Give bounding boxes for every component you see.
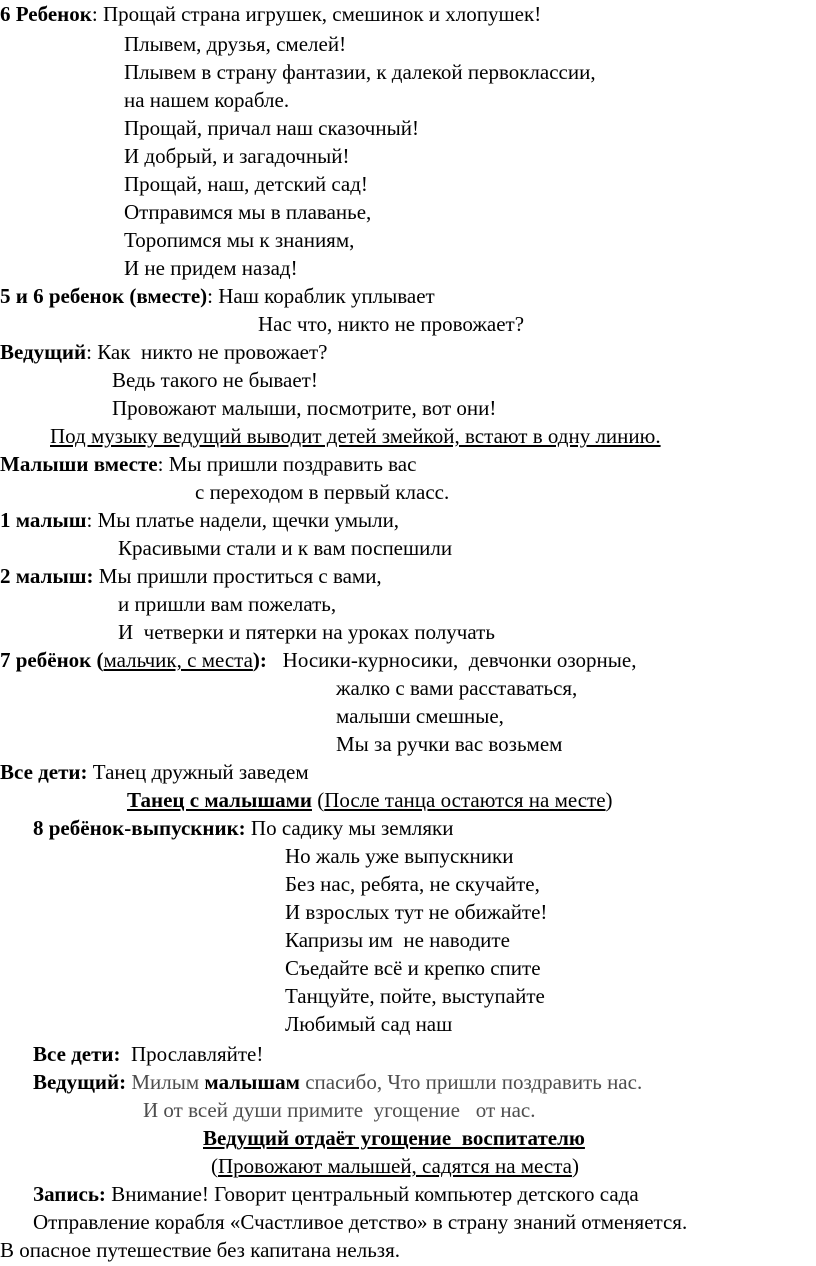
speaker-s7: 7 ребёнок ( bbox=[0, 648, 104, 672]
line-host1-1: Ведущий: Как никто не провожает? bbox=[0, 340, 328, 364]
line-all1-1: Все дети: Танец дружный заведем bbox=[0, 760, 309, 784]
line-record-1: Запись: Внимание! Говорит центральный компьютер детского сада bbox=[33, 1182, 639, 1206]
dance-heading: Танец с малышами (После танца остаются на месте) bbox=[127, 788, 613, 812]
speaker-all1: Все дети: bbox=[0, 760, 88, 784]
line-s6-7: Прощай, наш, детский сад! bbox=[124, 172, 368, 196]
line-s8-8: Любимый сад наш bbox=[285, 1012, 453, 1036]
line-s7-2: жалко с вами расставаться, bbox=[336, 676, 578, 700]
line-s6-6: И добрый, и загадочный! bbox=[124, 144, 350, 168]
line-record-2: Отправление корабля «Счастливое детство» в страну знаний отменяется. bbox=[33, 1210, 688, 1234]
line-s7-3: малыши смешные, bbox=[336, 704, 504, 728]
speaker-s8: 8 ребёнок-выпускник: bbox=[33, 816, 246, 840]
line-kid1-2: Красивыми стали и к вам поспешили bbox=[118, 536, 453, 560]
line-s8-5: Капризы им не наводите bbox=[285, 928, 510, 952]
line-kids-2: с переходом в первый класс. bbox=[195, 480, 450, 504]
line-s8-7: Танцуйте, пойте, выступайте bbox=[285, 984, 545, 1008]
line-s6-5: Прощай, причал наш сказочный! bbox=[124, 116, 419, 140]
line-kid2-1: 2 малыш: Мы пришли проститься с вами, bbox=[0, 564, 382, 588]
dance-title: Танец с малышами bbox=[127, 788, 312, 812]
line-s56-2: Нас что, никто не провожает? bbox=[258, 312, 525, 336]
speaker-host2: Ведущий: bbox=[33, 1070, 127, 1094]
line-s8-4: И взрослых тут не обижайте! bbox=[285, 900, 548, 924]
line-s6-4: на нашем корабле. bbox=[124, 88, 290, 112]
line-record-3: В опасное путешествие без капитана нельзя. bbox=[0, 1238, 400, 1262]
line-all2-1: Все дети: Прославляйте! bbox=[33, 1042, 264, 1066]
line-host2-2: И от всей души примите угощение от нас. bbox=[143, 1098, 536, 1122]
line-s6-10: И не придем назад! bbox=[124, 256, 298, 280]
line-kid2-3: И четверки и пятерки на уроках получать bbox=[118, 620, 495, 644]
line-s6-2: Плывем, друзья, смелей! bbox=[124, 32, 347, 56]
stage-direction-3: (Провожают малышей, садятся на места) bbox=[211, 1154, 579, 1178]
line-host2-1: Ведущий: Милым малышам спасибо, Что пришли поздравить нас. bbox=[33, 1070, 643, 1094]
line-s6-3: Плывем в страну фантазии, к далекой первоклассии, bbox=[124, 60, 596, 84]
line-s6-8: Отправимся мы в плаванье, bbox=[124, 200, 372, 224]
line-s7-1: 7 ребёнок (мальчик, с места): Носики-курносики, девчонки озорные, bbox=[0, 648, 637, 672]
stage-direction-2: Ведущий отдаёт угощение воспитателю bbox=[203, 1126, 585, 1150]
line-s56-1: 5 и 6 ребенок (вместе): Наш кораблик уплывает bbox=[0, 284, 435, 308]
speaker-kid2: 2 малыш: bbox=[0, 564, 94, 588]
line-s8-2: Но жаль уже выпускники bbox=[285, 844, 514, 868]
line-host1-3: Провожают малыши, посмотрите, вот они! bbox=[112, 396, 497, 420]
line-s7-4: Мы за ручки вас возьмем bbox=[336, 732, 563, 756]
speaker-all2: Все дети: bbox=[33, 1042, 121, 1066]
speaker-kid1: 1 малыш bbox=[0, 508, 87, 532]
speaker-s6: 6 Ребенок bbox=[0, 2, 92, 26]
speaker-s56: 5 и 6 ребенок (вместе) bbox=[0, 284, 208, 308]
speaker-record: Запись: bbox=[33, 1182, 106, 1206]
speaker-kids: Малыши вместе bbox=[0, 452, 158, 476]
line-s8-1: 8 ребёнок-выпускник: По садику мы земляки bbox=[33, 816, 454, 840]
line-kid2-2: и пришли вам пожелать, bbox=[118, 592, 337, 616]
line-s8-6: Съедайте всё и крепко спите bbox=[285, 956, 541, 980]
stage-direction-1: Под музыку ведущий выводит детей змейкой, встают в одну линию. bbox=[50, 424, 661, 448]
line-s8-3: Без нас, ребята, не скучайте, bbox=[285, 872, 540, 896]
line-host1-2: Ведь такого не бывает! bbox=[112, 368, 318, 392]
line-kids-1: Малыши вместе: Мы пришли поздравить вас bbox=[0, 452, 417, 476]
line-s6-9: Торопимся мы к знаниям, bbox=[124, 228, 355, 252]
line-kid1-1: 1 малыш: Мы платье надели, щечки умыли, bbox=[0, 508, 400, 532]
speaker-host1: Ведущий bbox=[0, 340, 87, 364]
dance-note: После танца остаются на месте bbox=[324, 788, 606, 812]
stage-note-s7: мальчик, с места bbox=[103, 648, 253, 672]
line-s6-1: 6 Ребенок: Прощай страна игрушек, смешинок и хлопушек! bbox=[0, 2, 542, 26]
text-s6-1: Прощай страна игрушек, смешинок и хлопушек! bbox=[102, 2, 542, 26]
